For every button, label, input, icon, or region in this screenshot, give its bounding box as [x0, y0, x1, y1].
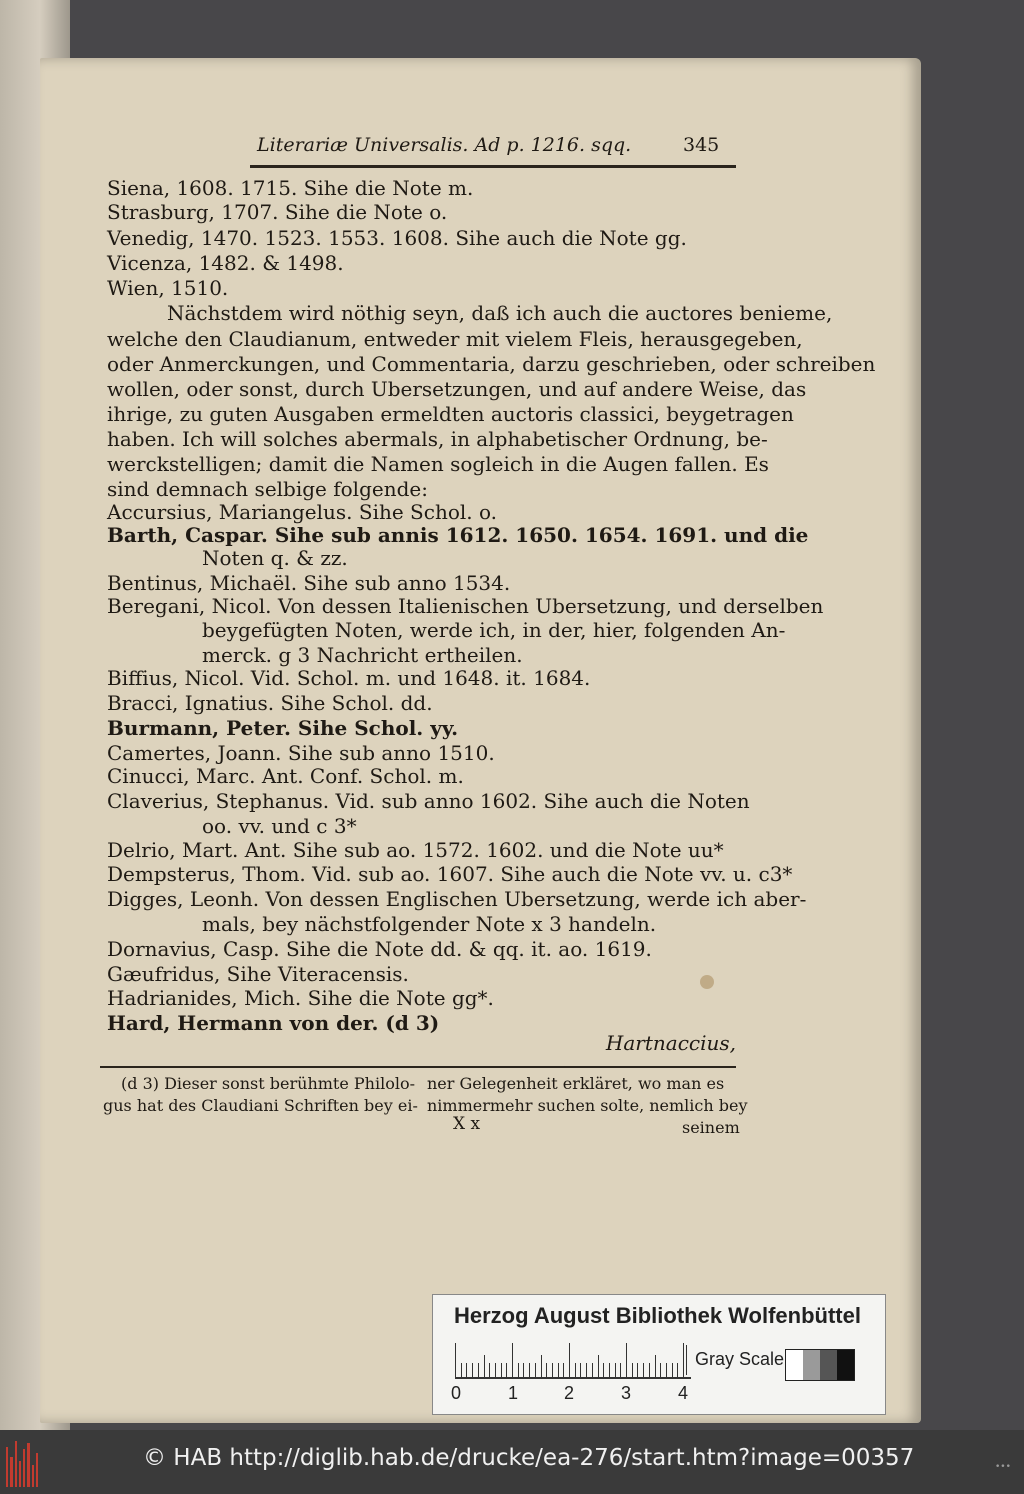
running-title: Literariæ Universalis. Ad p. 1216. sqq. [257, 134, 632, 156]
ruler-tick [466, 1363, 467, 1377]
text-line: Camertes, Joann. Sihe sub anno 1510. [107, 741, 495, 765]
ruler-tick [637, 1363, 638, 1377]
text-line: welche den Claudianum, entweder mit vielem Fleis, herausgegeben, [107, 327, 803, 351]
text-line: haben. Ich will solches abermals, in alphabetischer Ordnung, be- [107, 427, 768, 451]
ruler-tick [535, 1363, 536, 1377]
ruler-tick [683, 1343, 684, 1377]
ruler-tick [655, 1355, 656, 1377]
text-line: Claverius, Stephanus. Vid. sub anno 1602. Sihe auch die Noten [107, 789, 750, 813]
text-line: Hard, Hermann von der. (d 3) [107, 1011, 440, 1035]
ruler-tick [546, 1363, 547, 1377]
ruler-tick [592, 1363, 593, 1377]
ruler-tick [580, 1363, 581, 1377]
text-line: Digges, Leonh. Von dessen Englischen Ubersetzung, werde ich aber- [107, 887, 807, 911]
text-line: werckstelligen; damit die Namen sogleich in die Augen fallen. Es [107, 452, 769, 476]
ruler-label: 2 [564, 1383, 575, 1403]
logo-bar [32, 1465, 34, 1487]
text-line: Siena, 1608. 1715. Sihe die Note m. [107, 176, 474, 200]
text-line: Bentinus, Michaël. Sihe sub anno 1534. [107, 571, 511, 595]
ruler-tick [529, 1363, 530, 1377]
logo-bar [10, 1457, 12, 1487]
ruler-tick [569, 1343, 570, 1377]
ruler-tick [478, 1363, 479, 1377]
scale-ruler [455, 1343, 691, 1379]
gray-scale-label: Gray Scale [695, 1349, 785, 1369]
gray-swatch [837, 1350, 854, 1380]
ruler-tick [506, 1363, 507, 1377]
ruler-tick [563, 1363, 564, 1377]
library-label [432, 1294, 886, 1415]
ruler-label: 0 [451, 1383, 462, 1403]
logo-bar [6, 1447, 8, 1487]
text-line: Venedig, 1470. 1523. 1553. 1608. Sihe auch die Note gg. [107, 226, 687, 250]
logo-bar [36, 1453, 38, 1487]
ruler-tick [484, 1355, 485, 1377]
text-line: Accursius, Mariangelus. Sihe Schol. o. [107, 500, 498, 524]
text-line: Noten q. & zz. [202, 546, 348, 570]
footnote-line: seinem [682, 1118, 740, 1137]
text-line: Bracci, Ignatius. Sihe Schol. dd. [107, 691, 433, 715]
gray-swatch [820, 1350, 837, 1380]
signature-mark: X x [453, 1114, 481, 1134]
ruler-label: 3 [621, 1383, 632, 1403]
text-line: Nächstdem wird nöthig seyn, daß ich auch die auctores benieme, [167, 301, 833, 325]
ruler-tick [512, 1343, 513, 1377]
text-line: Strasburg, 1707. Sihe die Note o. [107, 200, 448, 224]
ruler-tick [660, 1363, 661, 1377]
menu-dots-icon[interactable]: ••• [995, 1462, 1011, 1472]
ruler-tick [649, 1363, 650, 1377]
text-line: sind demnach selbige folgende: [107, 477, 428, 501]
ruler-tick [541, 1355, 542, 1377]
text-line: Wien, 1510. [107, 276, 229, 300]
text-line: Vicenza, 1482. & 1498. [107, 251, 344, 275]
text-line: Delrio, Mart. Ant. Sihe sub ao. 1572. 1602. und die Note uu* [107, 838, 724, 862]
ruler-tick [518, 1363, 519, 1377]
footnote-rule [100, 1066, 736, 1068]
footnote-line: (d 3) Dieser sonst berühmte Philolo- [121, 1074, 415, 1093]
library-name: Herzog August Bibliothek Wolfenbüttel [454, 1303, 861, 1328]
gray-swatch [786, 1350, 803, 1380]
logo-bar [15, 1441, 17, 1487]
ruler-tick [632, 1363, 633, 1377]
text-line: oder Anmerckungen, und Commentaria, darzu geschrieben, oder schreiben [107, 352, 876, 376]
ruler-tick [586, 1363, 587, 1377]
text-line: ihrige, zu guten Ausgaben ermeldten auctoris classici, beygetragen [107, 402, 794, 426]
ruler-label: 1 [508, 1383, 519, 1403]
ruler-tick [666, 1363, 667, 1377]
text-line: Dornavius, Casp. Sihe die Note dd. & qq. it. ao. 1619. [107, 937, 652, 961]
ruler-tick [575, 1363, 576, 1377]
footnote-line: ner Gelegenheit erkläret, wo man es [427, 1074, 725, 1093]
ruler-tick [677, 1363, 678, 1377]
text-line: Hadrianides, Mich. Sihe die Note gg*. [107, 986, 494, 1010]
logo-bar [19, 1461, 21, 1487]
gray-scale-swatches [785, 1349, 855, 1381]
catchword: Hartnaccius, [605, 1031, 736, 1055]
ruler-tick [598, 1355, 599, 1377]
ruler-tick [603, 1363, 604, 1377]
text-line: beygefügten Noten, werde ich, in der, hier, folgenden An- [202, 618, 786, 642]
ruler-tick [495, 1363, 496, 1377]
page-number: 345 [683, 134, 720, 156]
ruler-tick [620, 1363, 621, 1377]
ruler-tick [552, 1363, 553, 1377]
header-rule [250, 165, 736, 168]
ruler-tick [455, 1343, 456, 1377]
text-line: wollen, oder sonst, durch Ubersetzungen, und auf andere Weise, das [107, 377, 807, 401]
ruler-tick [461, 1363, 462, 1377]
paper-stain [700, 975, 714, 989]
footnote-line: nimmermehr suchen solte, nemlich bey [427, 1096, 748, 1115]
text-line: merck. g 3 Nachricht ertheilen. [202, 643, 523, 667]
text-line: Beregani, Nicol. Von dessen Italienischen Ubersetzung, und derselben [107, 594, 824, 618]
text-line: oo. vv. und c 3* [202, 814, 357, 838]
gray-swatch [803, 1350, 820, 1380]
ruler-tick [472, 1363, 473, 1377]
text-line: mals, bey nächstfolgender Note x 3 handeln. [202, 912, 657, 936]
text-line: Barth, Caspar. Sihe sub annis 1612. 1650. 1654. 1691. und die [107, 523, 809, 547]
ruler-tick [626, 1343, 627, 1377]
text-line: Gæufridus, Sihe Viteracensis. [107, 962, 409, 986]
ruler-tick [672, 1363, 673, 1377]
ruler-tick [558, 1363, 559, 1377]
text-line: Dempsterus, Thom. Vid. sub ao. 1607. Sihe auch die Note vv. u. c3* [107, 862, 793, 886]
separator [686, 1345, 687, 1375]
copyright-link[interactable]: © HAB http://diglib.hab.de/drucke/ea-276/start.htm?image=00357 [143, 1445, 915, 1471]
text-line: Biffius, Nicol. Vid. Schol. m. und 1648. it. 1684. [107, 666, 591, 690]
ruler-tick [523, 1363, 524, 1377]
footnote-line: gus hat des Claudiani Schriften bey ei- [103, 1096, 418, 1115]
ruler-tick [643, 1363, 644, 1377]
text-line: Cinucci, Marc. Ant. Conf. Schol. m. [107, 764, 464, 788]
text-line: Burmann, Peter. Sihe Schol. yy. [107, 716, 459, 740]
logo-bar [23, 1449, 25, 1487]
ruler-tick [609, 1363, 610, 1377]
hab-logo-icon [6, 1437, 38, 1487]
ruler-label: 4 [678, 1383, 689, 1403]
ruler-tick [615, 1363, 616, 1377]
ruler-tick [501, 1363, 502, 1377]
ruler-tick [489, 1363, 490, 1377]
logo-bar [27, 1443, 29, 1487]
